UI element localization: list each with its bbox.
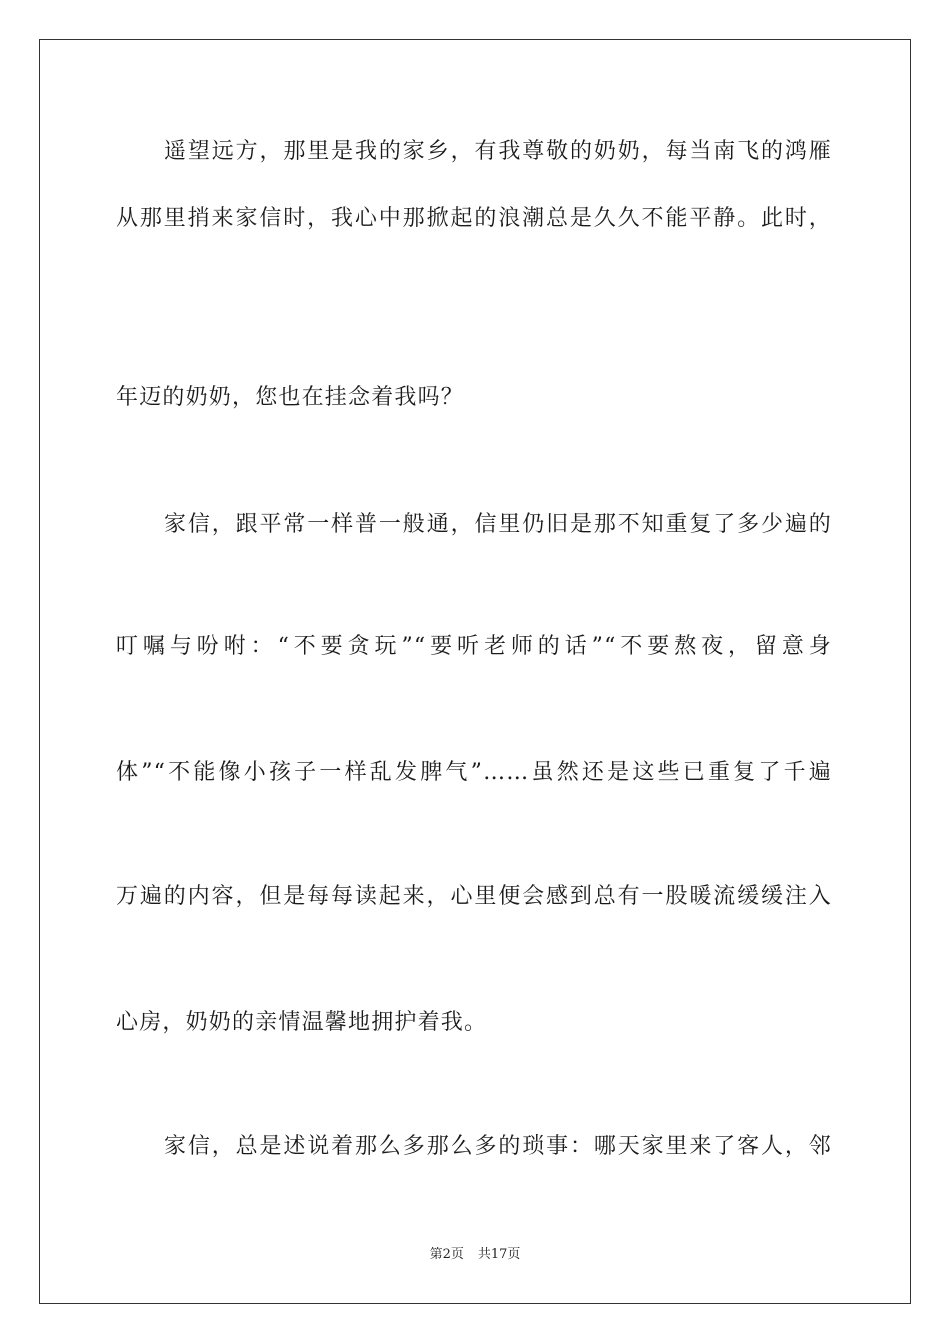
text-line-8: 心房，奶奶的亲情温馨地拥护着我。 bbox=[116, 1010, 488, 1035]
text-line-3: 年迈的奶奶，您也在挂念着我吗？ bbox=[116, 385, 465, 410]
page-footer bbox=[0, 1246, 950, 1264]
text-line-2: 从那里捎来家信时，我心中那掀起的浪潮总是久久不能平静。此时， bbox=[116, 206, 832, 231]
text-line-7: 万遍的内容，但是每每读起来，心里便会感到总有一股暖流缓缓注入 bbox=[116, 884, 832, 909]
text-line-6: 体”“不能像小孩子一样乱发脾气”……虽然还是这些已重复了千遍 bbox=[116, 760, 832, 785]
text-line-4: 家信，跟平常一样普一般通，信里仍旧是那不知重复了多少遍的 bbox=[164, 512, 832, 537]
text-line-5: 叮嘱与吩咐：“不要贪玩”“要听老师的话”“不要熬夜，留意身 bbox=[116, 634, 832, 659]
page-number: 第2页 bbox=[429, 1247, 464, 1262]
text-line-1: 遥望远方，那里是我的家乡，有我尊敬的奶奶，每当南飞的鸿雁 bbox=[164, 139, 832, 164]
text-line-9: 家信，总是述说着那么多那么多的琐事：哪天家里来了客人，邻 bbox=[164, 1134, 832, 1159]
page-total: 共17页 bbox=[477, 1247, 521, 1262]
